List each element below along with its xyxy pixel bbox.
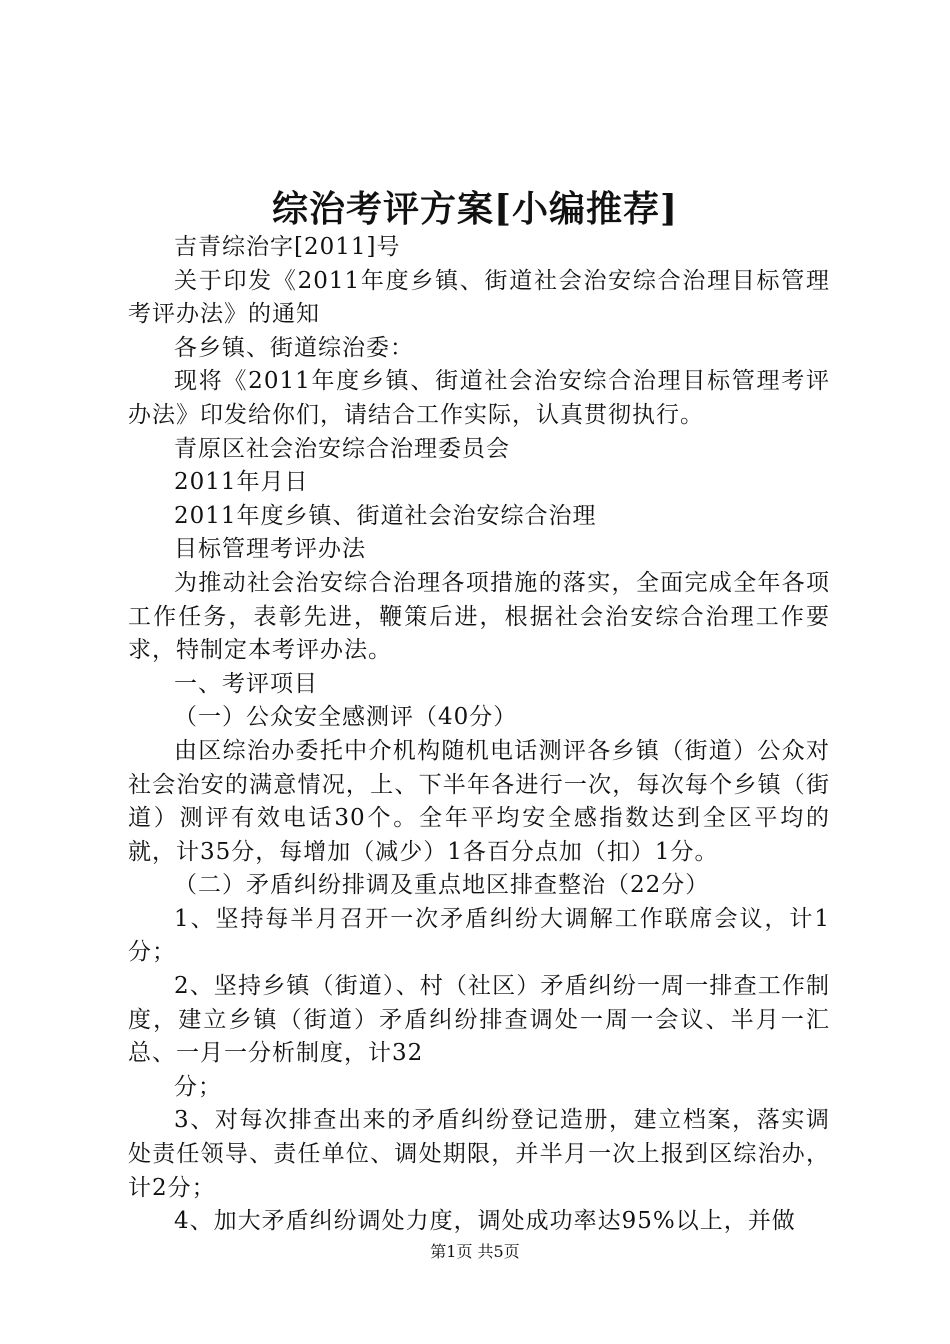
subsection-heading-1: （一）公众安全感测评（40分） [174, 704, 518, 731]
document-title: 综治考评方案[小编推荐] [271, 188, 679, 230]
list-item-2: 2、坚持乡镇（街道）、村（社区）矛盾纠纷一周一排查工作制度，建立乡镇（街道）矛盾纠纷排查调处一周一会议、半月一汇总、一月一分析制度，计32 [128, 973, 830, 1067]
page-footer: 第1页 共5页 [430, 1242, 520, 1261]
paragraph-notice-title: 关于印发《2011年度乡镇、街道社会治安综合治理目标管理考评办法》的通知 [128, 267, 830, 328]
document-body [128, 231, 830, 1239]
list-item-4: 4、加大矛盾纠纷调处力度，调处成功率达95%以上，并做 [174, 1208, 796, 1235]
list-item-1: 1、坚持每半月召开一次矛盾纠纷大调解工作联席会议，计1分； [128, 905, 830, 966]
subsection-heading-2: （二）矛盾纠纷排调及重点地区排查整治（22分） [174, 872, 710, 899]
paragraph-addressee: 各乡镇、街道综治委： [174, 334, 414, 361]
section-heading-1: 一、考评项目 [174, 670, 318, 697]
paragraph-survey: 由区综治办委托中介机构随机电话测评各乡镇（街道）公众对社会治安的满意情况，上、下半年各进行一次，每次每个乡镇（街道）测评有效电话30个。全年平均安全感指数达到全区平均的就，计35分，每增加（减少）1各百分点加（扣）1分。 [128, 737, 830, 865]
paragraph-intro: 现将《2011年度乡镇、街道社会治安综合治理目标管理考评办法》印发给你们，请结合工作实际，认真贯彻执行。 [128, 368, 830, 428]
paragraph-subtitle-line2: 目标管理考评办法 [174, 536, 366, 563]
list-item-2-continuation: 分； [174, 1073, 222, 1100]
paragraph-doc-number: 吉青综治字[2011]号 [174, 234, 401, 260]
list-item-3: 3、对每次排查出来的矛盾纠纷登记造册，建立档案，落实调处责任领导、责任单位、调处期限，并半月一次上报到区综治办，计2分； [128, 1107, 830, 1201]
paragraph-date: 2011年月日 [174, 469, 309, 496]
paragraph-issuer: 青原区社会治安综合治理委员会 [174, 435, 510, 462]
paragraph-subtitle-line1: 2011年度乡镇、街道社会治安综合治理 [174, 502, 597, 529]
paragraph-purpose: 为推动社会治安综合治理各项措施的落实，全面完成全年各项工作任务，表彰先进，鞭策后进，根据社会治安综合治理工作要求，特制定本考评办法。 [128, 569, 830, 664]
